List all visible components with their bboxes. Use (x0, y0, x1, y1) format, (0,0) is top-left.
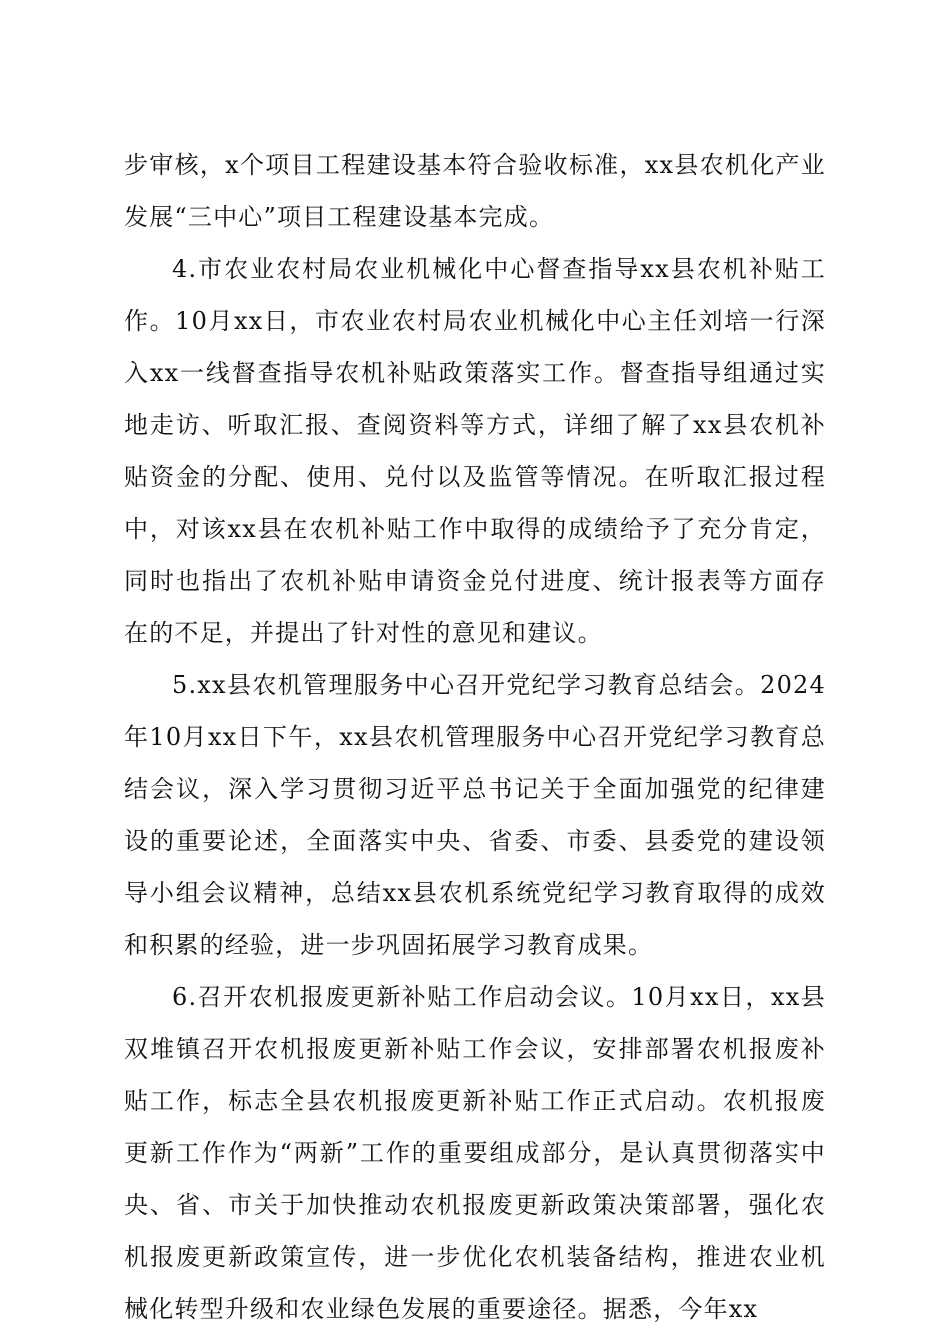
paragraph-item-6: 6.召开农机报废更新补贴工作启动会议。10月xx日，xx县双堆镇召开农机报废更新补贴工作会议，安排部署农机报废补贴工作，标志全县农机报废更新补贴工作正式启动。农机报废更新工作作为“两新”工作的重要组成部分，是认真贯彻落实中央、省、市关于加快推动农机报废更新政策决策部署，强化农机报废更新政策宣传，进一步优化农机装备结构，推进农业机械化转型升级和农业绿色发展的重要途径。据悉，今年xx (124, 983, 826, 1323)
paragraph-item-5: 5.xx县农机管理服务中心召开党纪学习教育总结会。2024年10月xx日下午，xx县农机管理服务中心召开党纪学习教育总结会议，深入学习贯彻习近平总书记关于全面加强党的纪律建设的重要论述，全面落实中央、省委、市委、县委党的建设领导小组会议精神，总结xx县农机系统党纪学习教育取得的成效和积累的经验，进一步巩固拓展学习教育成果。 (124, 671, 826, 959)
paragraph-continuation: 步审核，x个项目工程建设基本符合验收标准，xx县农机化产业发展“三中心”项目工程建设基本完成。 (124, 151, 826, 231)
document-body (124, 139, 826, 1335)
paragraph-item-4: 4.市农业农村局农业机械化中心督查指导xx县农机补贴工作。10月xx日，市农业农村局农业机械化中心主任刘培一行深入xx一线督查指导农机补贴政策落实工作。督查指导组通过实地走访、听取汇报、查阅资料等方式，详细了解了xx县农机补贴资金的分配、使用、兑付以及监管等情况。在听取汇报过程中，对该xx县在农机补贴工作中取得的成绩给予了充分肯定，同时也指出了农机补贴申请资金兑付进度、统计报表等方面存在的不足，并提出了针对性的意见和建议。 (124, 255, 826, 647)
